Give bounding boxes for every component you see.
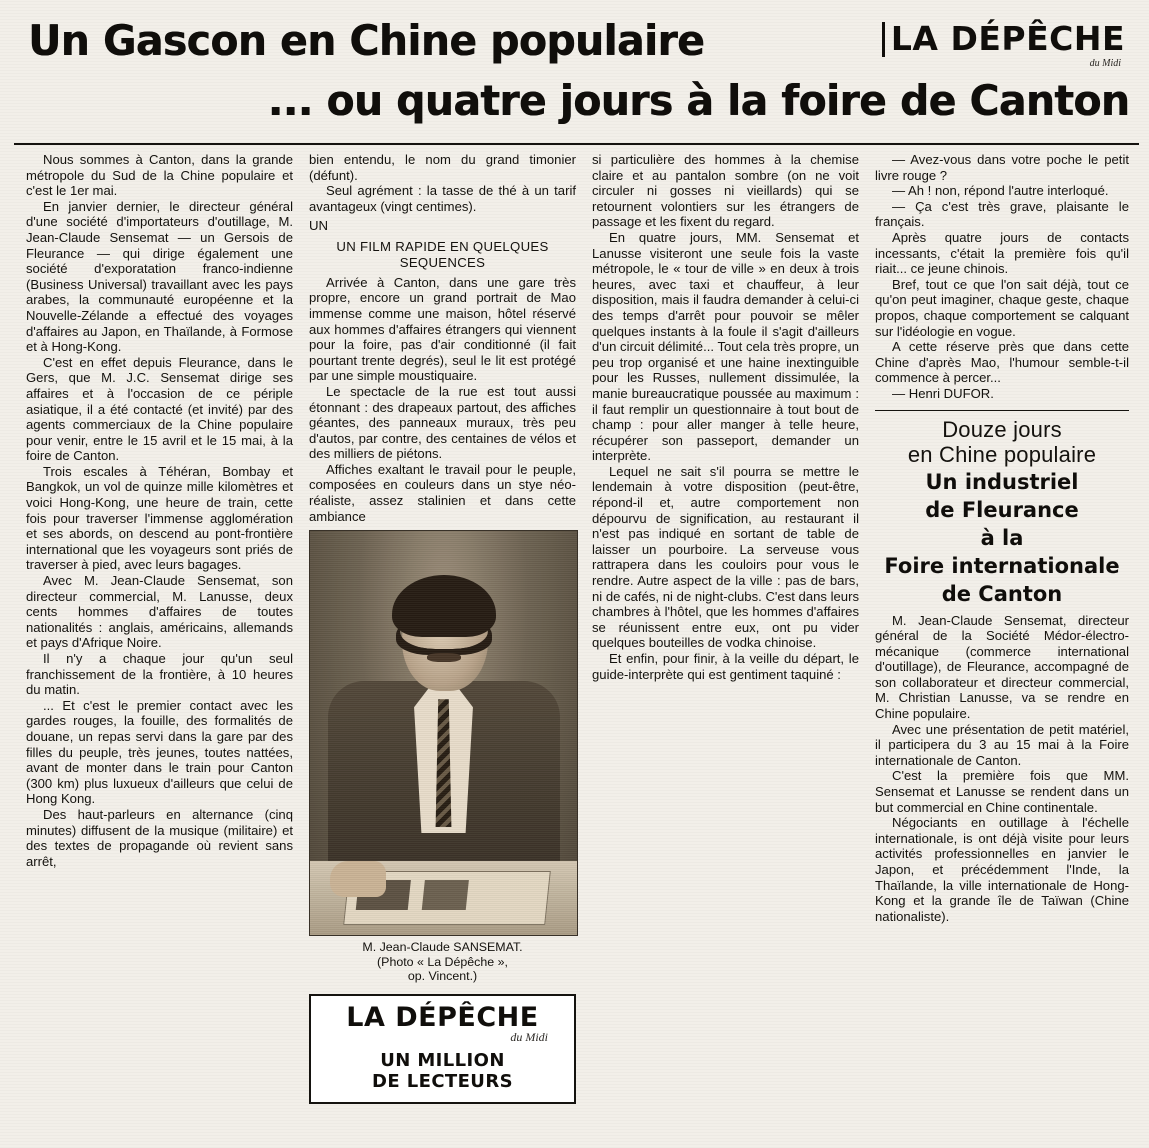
- sidebar-kicker-line-1: Douze jours: [942, 416, 1062, 442]
- house-ad-line-1: UN MILLION: [380, 1050, 505, 1072]
- column-2: [301, 152, 584, 1142]
- headline-line-2: ... ou quatre jours à la foire de Canton: [267, 76, 1129, 125]
- subhead-orphan: UN: [309, 218, 329, 234]
- caption-line-2: (Photo « La Dépêche »,: [377, 954, 508, 969]
- caption-line-3: op. Vincent.): [407, 969, 478, 984]
- paragraph: Arrivée à Canton, dans une gare très propre, encore un grand portrait de Mao immense comme une maison, hôtel réservé aux hommes d'affaires étrangers qui viennent pour la foire, pas d'air conditionné (il fait pourtant trente degrés), seul le lit est protégé par une simple moustiquaire.: [309, 274, 576, 384]
- paragraph: Bref, tout ce que l'on sait déjà, tout ce qu'on peut imaginer, chaque geste, chaque propos, chaque comportement se calquant sur l'idéologie en vogue.: [875, 276, 1129, 339]
- paragraph: Avec M. Jean-Claude Sensemat, son directeur commercial, M. Lanusse, deux cents hommes d'affaires de toutes nationalités : anglais, américains, allemands et pays d'Afrique Noire.: [26, 573, 293, 651]
- sidebar-title-line-4: Foire internationale: [884, 553, 1120, 578]
- house-ad-logo-sub: du Midi: [510, 1030, 548, 1045]
- paragraph: C'est la première fois que MM. Sensemat et Lanusse se rendent dans un but commercial en Chine continentale.: [875, 768, 1129, 815]
- caption-line-1: M. Jean-Claude SANSEMAT.: [362, 940, 523, 955]
- sidebar-title-line-5: de Canton: [941, 581, 1063, 606]
- sidebar-title-line-1: Un industriel: [925, 469, 1079, 494]
- paragraph: Il n'y a chaque jour qu'un seul franchissement de la frontière, à 10 heures du matin.: [26, 651, 293, 698]
- photo-figure: [309, 530, 576, 984]
- masthead-divider: [14, 143, 1139, 145]
- paragraph: A cette réserve près que dans cette Chine d'après Mao, l'humour semble-t-il commence à percer...: [875, 339, 1129, 386]
- house-ad-box: [309, 994, 576, 1104]
- paragraph: Seul agrément : la tasse de thé à un tarif avantageux (vingt centimes).: [309, 183, 576, 214]
- paragraph: bien entendu, le nom du grand timonier (défunt).: [309, 152, 576, 183]
- paragraph: C'est en effet depuis Fleurance, dans le Gers, que M. J.C. Sensemat dirige ses affaires et à l'occasion de ce périple asiatique, il a été contacté (et invité) par des agents commerciaux de la Chine populaire pour venir, entre le 15 avril et le 15 mai, à la foire de Canton.: [26, 354, 293, 464]
- column-1: [18, 152, 301, 1142]
- paragraph: — Ah ! non, répond l'autre interloqué.: [892, 183, 1109, 199]
- paragraph: M. Jean-Claude Sensemat, directeur général de la Société Médor-électro-mécanique (commerce international d'outillage), de Fleurance, accompagné de son collaborateur et directeur commercial, M. Christian Lanusse, va se rendre en Chine populaire.: [875, 612, 1129, 722]
- paragraph: Affiches exaltant le travail pour le peuple, composées en couleurs dans un stye néo-réaliste, assez stalinien et dans cette ambiance: [309, 461, 576, 524]
- paragraph: Après quatre jours de contacts incessants, c'était la première fois qu'il riait... ce jeune chinois.: [875, 229, 1129, 277]
- paragraph: Lequel ne sait s'il pourra se mettre le lendemain à votre disposition (peut-être, répond-il et, autre comportement non dépourvu de signification, au restaurant il n'est pas indiqué en sortant de table de laisser un pourboire. La serveuse vous rattrapera dans les couloirs pour vous le rendre. Autre aspect de la ville : pas de bars, ni de cafés, ni de night-clubs. C'est dans leurs chambres à l'hôtel, que les hommes d'affaires se réunissent entre eux, ont pu vider quelques bouteilles de vodka chinoise.: [592, 463, 859, 651]
- paragraph: Nous sommes à Canton, dans la grande métropole du Sud de la Chine populaire et c'est le 1er mai.: [26, 152, 293, 199]
- depeche-logo-title: LA DÉPÊCHE: [882, 22, 1125, 57]
- paragraph: Négociants en outillage à l'échelle internationale, is ont déjà visite pour leurs activités professionnelles en janvier le Japon, et précédemment l'Inde, la Thaïlande, la ville internationale de Hong-Kong et la grande île de Taïwan (Chine nationaliste).: [875, 815, 1129, 924]
- column-4: [867, 152, 1137, 1142]
- paragraph: En quatre jours, MM. Sensemat et Lanusse visiteront une seule fois la vaste métropole, le « tour de ville » en deux à trois heures, avec taxi et chauffeur, à leur disposition, mais il faudra demander à celui-ci des temps d'arrêt pour pouvoir se mêler quelques instants à la foule il s'agit d'ailleurs d'un circuit délimité... Tout cela très propre, un peu trop organisé et une haine inextinguible pour les Russes, nullement dissimulée, la manie bureaucratique poussée au maximum : il faut remplir un questionnaire à tout bout de champ : pour aller manger à telle heure, récupérer son passeport, demander un interprète.: [592, 229, 859, 464]
- paragraph: Trois escales à Téhéran, Bombay et Bangkok, un vol de quinze mille kilomètres et voici Hong-Kong, une heure de train, cette fois pour traverser l'immense agglomération et ses abords, on descend au pont-frontière international que les voyageurs sont priés de traverser à pied, avec leurs bagages.: [26, 463, 293, 573]
- section-subhead: UN FILM RAPIDE EN QUELQUES SEQUENCES: [336, 239, 549, 270]
- paragraph: En janvier dernier, le directeur général d'une société d'importateurs d'outillage, M. Jean-Claude Sensemat — un Gersois de Fleurance — qui dirige également une société d'exporatation franco-indienne (Business Universal) travaillant avec les pays arabes, la communauté européenne et la Nouvelle-Zélande a effectué des voyages d'affaires au Japon, en Thaïlande, à Formose et à Hong-Kong.: [26, 198, 293, 355]
- masthead: [18, 14, 1135, 144]
- paragraph: Des haut-parleurs en alternance (cinq minutes) diffusent de la musique (militaire) et des textes de propagande où revient sans arrêt,: [26, 806, 293, 869]
- sidebar-title-line-3: à la: [980, 525, 1024, 550]
- paragraph: si particulière des hommes à la chemise claire et au pantalon sombre (on ne voit circuler ni gosses ni vieillards) qui se retournent volontiers sur les étrangers de passage et les fixent du regard.: [592, 152, 859, 230]
- house-ad-logo: LA DÉPÊCHE: [346, 1002, 539, 1034]
- column-3: [584, 152, 867, 1142]
- photo-portrait: [309, 530, 578, 936]
- photo-caption: [309, 940, 576, 984]
- headline-line-1: Un Gascon en Chine populaire: [28, 16, 705, 65]
- paragraph: Et enfin, pour finir, à la veille du départ, le guide-interprète qui est gentiment taquiné :: [592, 651, 859, 682]
- paragraph: ... Et c'est le premier contact avec les gardes rouges, la fouille, des formalités de douane, un repas servi dans la gare par des filles du peuple, très jeunes, toutes nattées, avant de monter dans le train pour Canton (300 km) plus luxueux d'ailleurs que celui de Hong Kong.: [26, 697, 293, 807]
- article-columns: [18, 152, 1137, 1142]
- photo-grain: [310, 531, 577, 935]
- byline: — Henri DUFOR.: [892, 385, 994, 401]
- depeche-logo-subtitle: du Midi: [1089, 57, 1121, 69]
- depeche-logo: [882, 19, 1125, 69]
- sidebar-title-line-2: de Fleurance: [925, 497, 1079, 522]
- house-ad-line-2: DE LECTEURS: [372, 1070, 513, 1092]
- paragraph: — Ça c'est très grave, plaisante le français.: [875, 198, 1129, 230]
- paragraph: Le spectacle de la rue est tout aussi étonnant : des drapeaux partout, des affiches géantes, des panneaux muraux, très peu d'autos, par contre, des centaines de vélos et des milliers de piétons.: [309, 383, 576, 462]
- paragraph: Avec une présentation de petit matériel, il participera du 3 au 15 mai à la Foire internationale de Canton.: [875, 721, 1129, 768]
- sidebar-kicker-line-2: en Chine populaire: [907, 441, 1097, 467]
- sidebar-divider: [875, 410, 1129, 411]
- paragraph: — Avez-vous dans votre poche le petit livre rouge ?: [875, 152, 1129, 183]
